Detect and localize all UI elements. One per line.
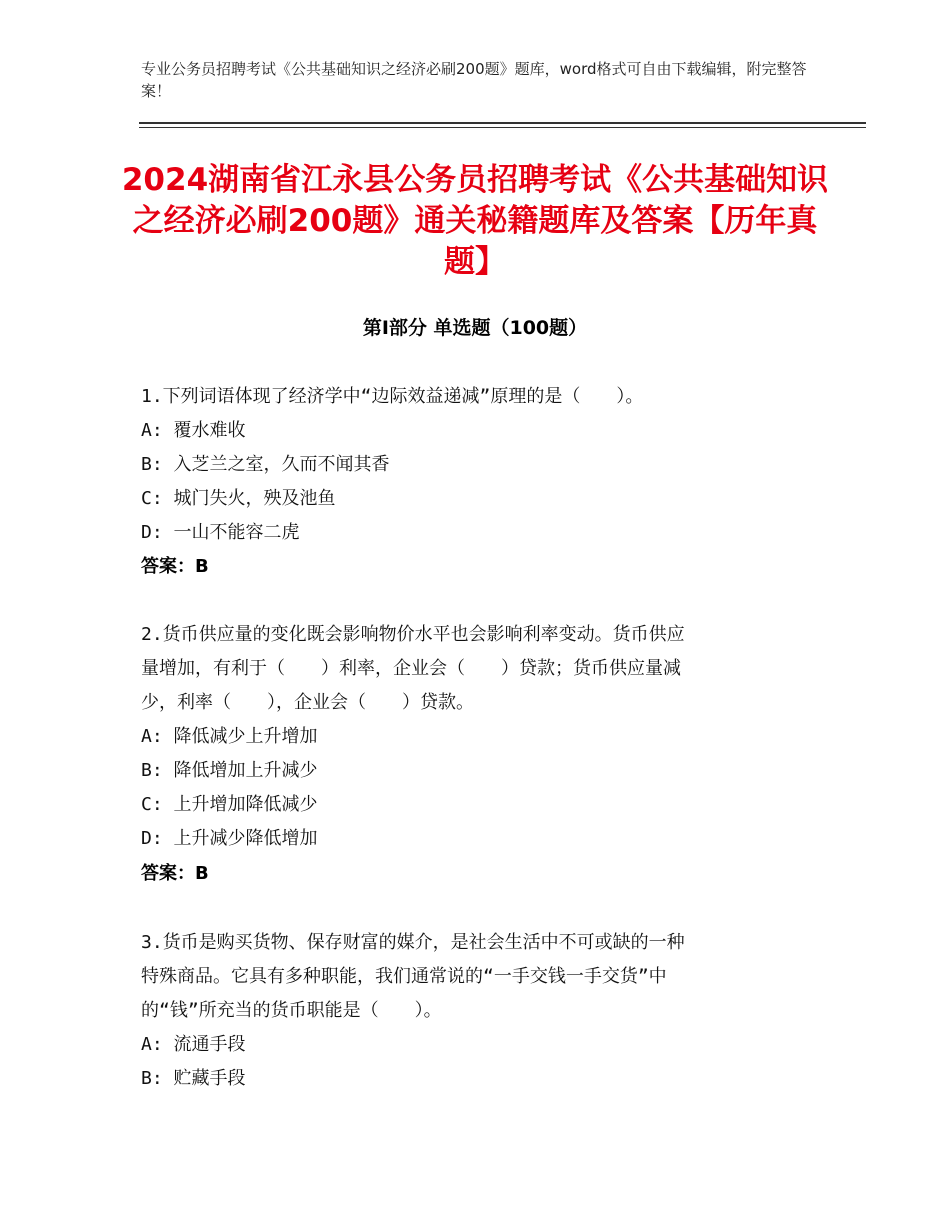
question-1-option-c: C: 城门失火，殃及池鱼 <box>141 488 336 509</box>
question-1-option-d: D: 一山不能容二虎 <box>141 522 300 543</box>
header-note: 专业公务员招聘考试《公共基础知识之经济必刷200题》题库，word格式可自由下载编辑，附完整答案！ <box>141 60 807 100</box>
question-2-option-a: A: 降低减少上升增加 <box>141 726 318 747</box>
question-1-answer: 答案：B <box>141 556 209 577</box>
question-2-stem-line-2: 量增加，有利于（ ）利率，企业会（ ）贷款；货币供应量减 <box>141 658 681 679</box>
question-3-option-b: B: 贮藏手段 <box>141 1068 246 1089</box>
question-3-stem-line-3: 的“钱”所充当的货币职能是（ ）。 <box>141 1000 442 1021</box>
question-1-option-b: B: 入芝兰之室，久而不闻其香 <box>141 454 390 475</box>
document-title: 2024湖南省江永县公务员招聘考试《公共基础知识之经济必刷200题》通关秘籍题库及答案【历年真题】 <box>121 162 829 280</box>
section-heading: 第Ⅰ部分 单选题（100题） <box>362 317 588 339</box>
question-2-answer: 答案：B <box>141 863 209 884</box>
question-2-option-d: D: 上升减少降低增加 <box>141 828 318 849</box>
question-2-option-b: B: 降低增加上升减少 <box>141 760 318 781</box>
question-3-stem-line-1: 3.货币是购买货物、保存财富的媒介，是社会生活中不可或缺的一种 <box>141 932 685 953</box>
header-divider-thin <box>139 127 866 128</box>
question-1-option-a: A: 覆水难收 <box>141 420 246 441</box>
question-3-option-a: A: 流通手段 <box>141 1034 246 1055</box>
question-2-option-c: C: 上升增加降低减少 <box>141 794 318 815</box>
question-2-stem-line-3: 少，利率（ ），企业会（ ）贷款。 <box>141 692 474 713</box>
question-3-stem-line-2: 特殊商品。它具有多种职能，我们通常说的“一手交钱一手交货”中 <box>141 966 667 987</box>
question-1-stem: 1.下列词语体现了经济学中“边际效益递减”原理的是（ ）。 <box>141 386 644 407</box>
header-divider-thick <box>139 122 866 124</box>
question-2-stem-line-1: 2.货币供应量的变化既会影响物价水平也会影响利率变动。货币供应 <box>141 624 685 645</box>
